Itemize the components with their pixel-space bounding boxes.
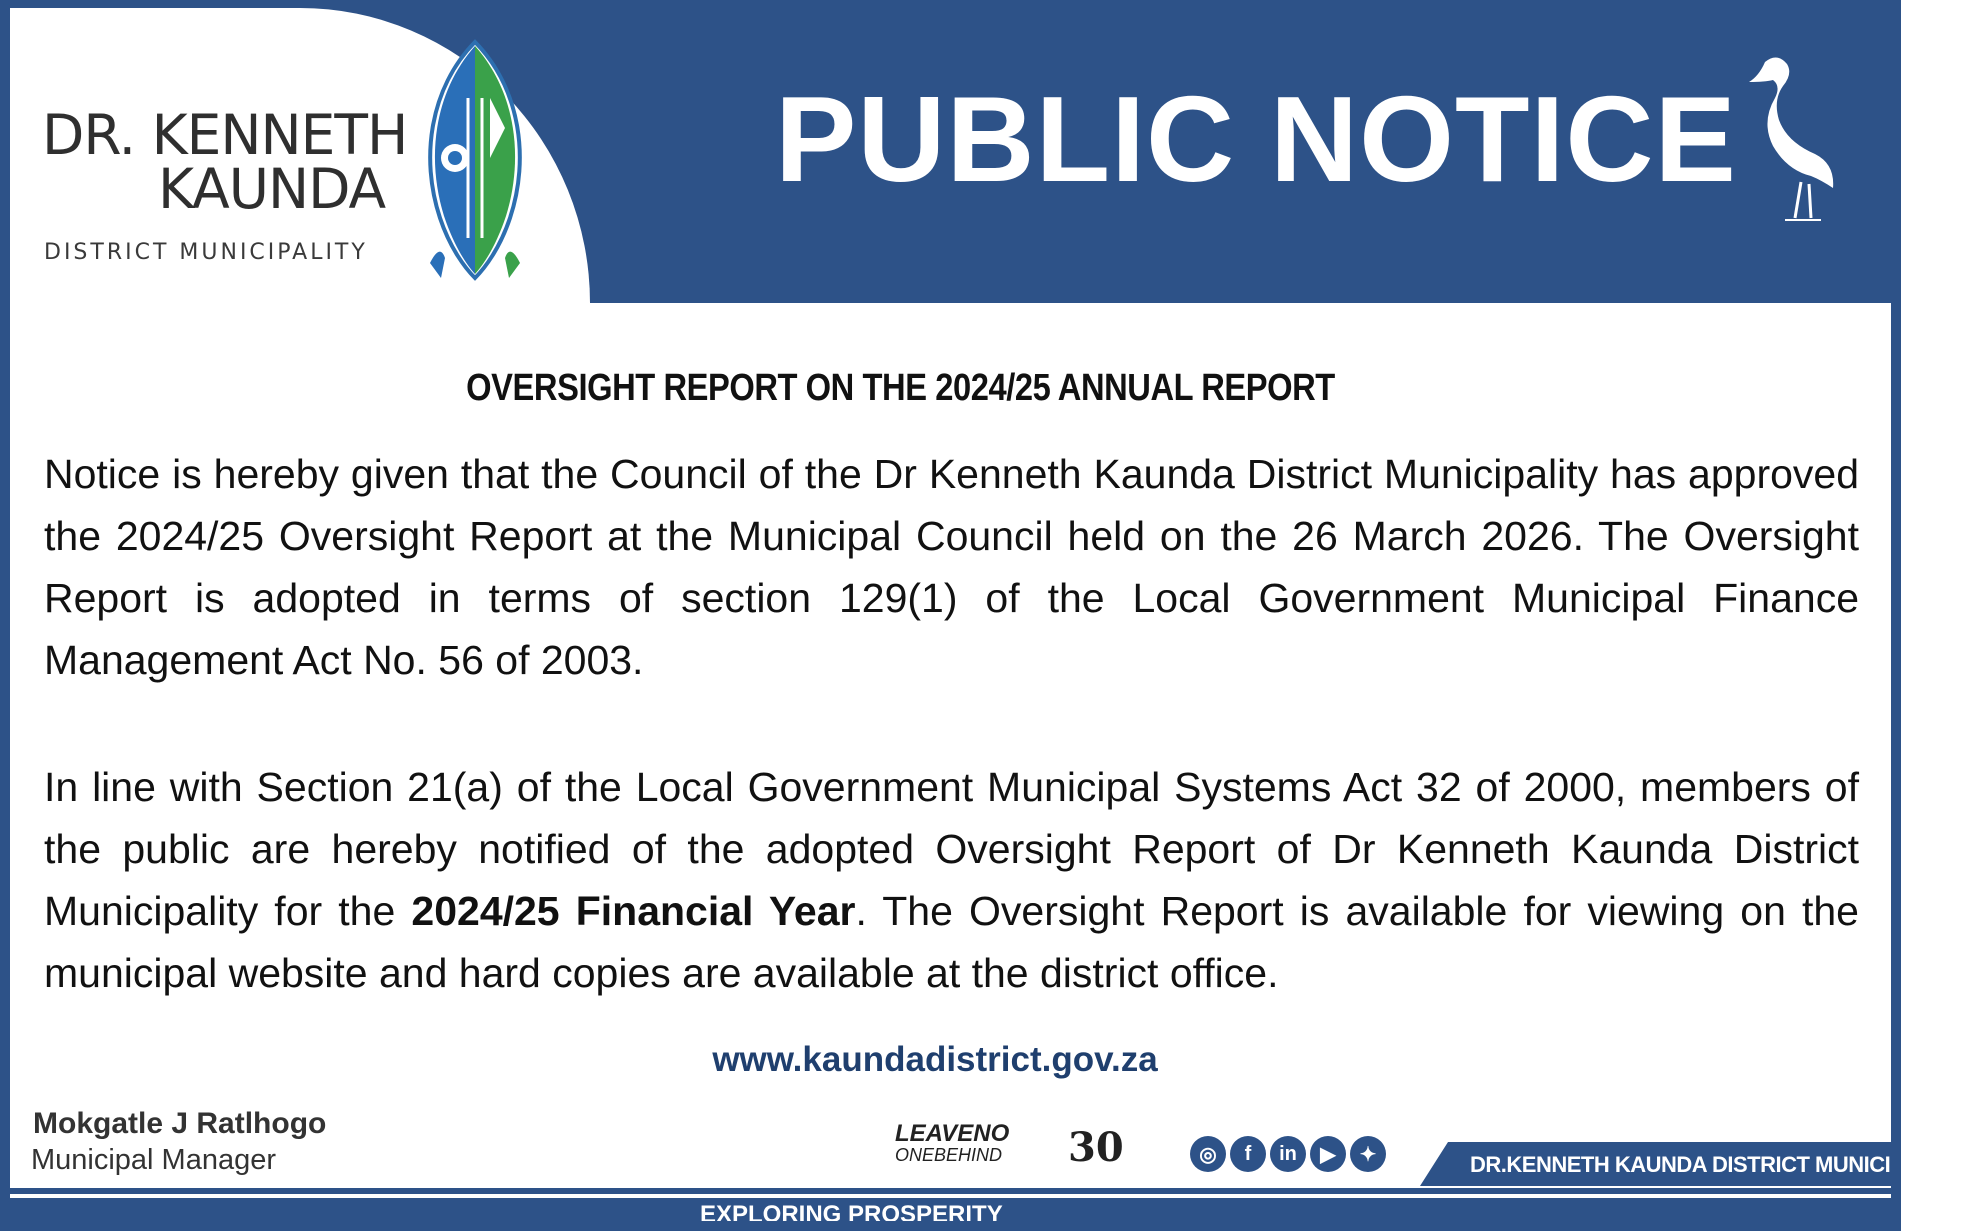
twitter-icon[interactable]: ✦ xyxy=(1350,1136,1386,1172)
signer-title: Municipal Manager xyxy=(31,1144,277,1176)
page-title: PUBLIC NOTICE xyxy=(775,71,1737,207)
leave-line-2: ONEBEHIND xyxy=(895,1145,1003,1165)
paragraph-2-end: . The Oversight Report is available for viewing on the municipal website and hard copies are available at the district office. xyxy=(44,888,1859,996)
logo-wordmark-line1: DR. KENNETH xyxy=(42,103,408,167)
logo-wordmark-line2: KAUNDA xyxy=(158,157,386,221)
leave-line-1: LEAVENO xyxy=(895,1120,1010,1147)
facebook-icon[interactable]: f xyxy=(1230,1136,1266,1172)
financial-year-emphasis: 2024/25 Financial Year xyxy=(411,888,856,934)
notice-headline: OVERSIGHT REPORT ON THE 2024/25 ANNUAL REPORT xyxy=(466,367,1335,409)
instagram-icon[interactable]: ◎ xyxy=(1190,1136,1226,1172)
paragraph-2-start: In line with Section 21(a) of the Local Government Municipal Systems Act 32 of 2000, members of the public are hereby notified of the adopted Oversight Report of Dr Kenneth Kaunda District Municipality for the xyxy=(44,764,1859,934)
signer-name: Mokgatle J Ratlhogo xyxy=(33,1107,327,1140)
footer-band-text: DR.KENNETH KAUNDA DISTRICT MUNICIPALITY xyxy=(1470,1152,1964,1177)
logo-subtitle: DISTRICT MUNICIPALITY xyxy=(44,240,368,265)
linkedin-icon[interactable]: in xyxy=(1270,1136,1306,1172)
youtube-icon[interactable]: ▶ xyxy=(1310,1136,1346,1172)
paragraph-1-text: Notice is hereby given that the Council of the Dr Kenneth Kaunda District Municipality has approved the 2024/25 Oversight Report at the Municipal Council held on the 26 March 2026. The Oversight Report is adopted in terms of section 129(1) of the Local Government Municipal Finance Management Act No. 56 of 2003. xyxy=(44,451,1859,683)
tagline: EXPLORING PROSPERITY xyxy=(700,1201,1003,1228)
website-link[interactable]: www.kaundadistrict.gov.za xyxy=(712,1040,1158,1079)
thirty-years-logo: 30 xyxy=(1068,1124,1124,1171)
